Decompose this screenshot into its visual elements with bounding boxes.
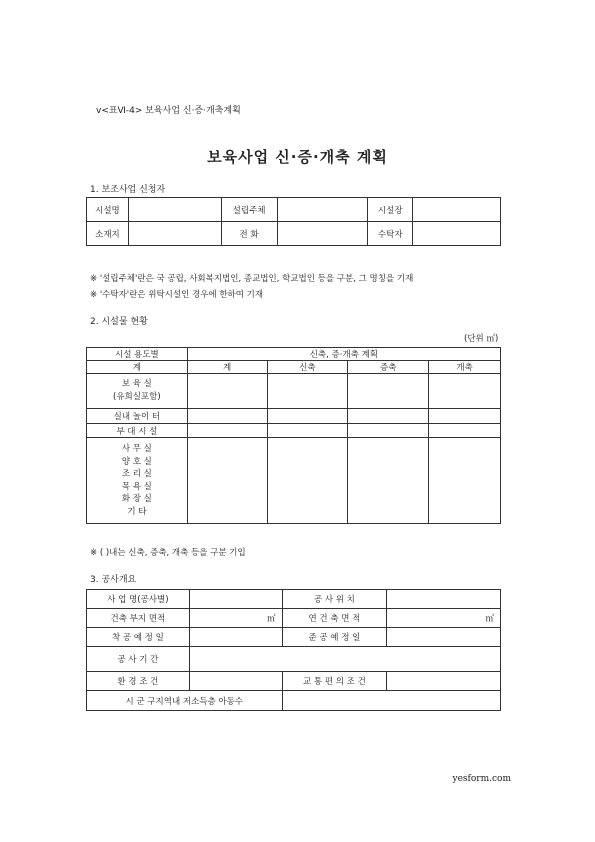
input-site-area[interactable]: ㎡ — [189, 609, 282, 628]
label-start-date: 착 공 예 정 일 — [87, 628, 190, 647]
cell-input[interactable] — [187, 409, 267, 424]
label-business-name: 사 업 명(공사별) — [87, 590, 190, 609]
row-nursery — [87, 374, 188, 409]
input-environment[interactable] — [189, 672, 282, 691]
input-phone[interactable] — [277, 222, 368, 246]
label-site-area: 건축 부지 면적 — [87, 609, 190, 628]
footer-watermark: yesform.com — [452, 774, 511, 784]
input-end-date[interactable] — [387, 628, 501, 647]
header-usage: 시설 용도별 — [87, 348, 188, 361]
cell-input[interactable] — [348, 374, 429, 409]
row-nursery-label: 보 육 실 — [121, 379, 152, 389]
label-address: 소재지 — [87, 222, 129, 246]
section2-heading: 2. 시설물 현황 — [90, 317, 148, 327]
label-environment: 환 경 조 건 — [87, 672, 190, 691]
cell-input[interactable] — [429, 374, 501, 409]
subheader-extension: 증축 — [348, 361, 429, 374]
header-plan: 신축, 증·개축 계획 — [187, 348, 500, 361]
cell-input[interactable] — [267, 374, 348, 409]
cell-input[interactable] — [267, 409, 348, 424]
room-bath: 목 욕 실 — [121, 481, 152, 492]
construction-table — [86, 589, 501, 711]
cell-input[interactable] — [429, 438, 501, 524]
label-traffic: 교 통 편 의 조 건 — [282, 672, 387, 691]
input-facility-name[interactable] — [128, 198, 221, 222]
label-end-date: 준 공 예 정 일 — [282, 628, 387, 647]
row-rooms — [87, 438, 188, 524]
cell-input[interactable] — [267, 424, 348, 438]
cell-input[interactable] — [187, 374, 267, 409]
label-children: 시 군 구지역내 저소득층 아동수 — [87, 691, 283, 711]
subheader-total-left: 계 — [87, 361, 188, 374]
input-floor-area[interactable]: ㎡ — [387, 609, 501, 628]
label-founder: 설립주체 — [221, 198, 277, 222]
room-infirmary: 양 호 실 — [121, 456, 152, 467]
cell-input[interactable] — [348, 424, 429, 438]
room-other: 기 타 — [127, 506, 147, 517]
input-period[interactable] — [189, 647, 500, 672]
subheader-new: 신축 — [267, 361, 348, 374]
applicant-table — [86, 197, 501, 246]
cell-input[interactable] — [267, 438, 348, 524]
section3-heading: 3. 공사개요 — [90, 575, 137, 585]
input-address[interactable] — [128, 222, 221, 246]
input-location[interactable] — [387, 590, 501, 609]
page-title: 보육사업 신·증·개축 계획 — [207, 148, 388, 166]
row-nursery-sub: (유희실포함) — [113, 392, 161, 402]
label-trustee: 수탁자 — [368, 222, 413, 246]
subheader-rebuild: 개축 — [429, 361, 501, 374]
row-auxiliary: 부 대 시 설 — [87, 424, 188, 438]
input-start-date[interactable] — [189, 628, 282, 647]
label-facility-name: 시설명 — [87, 198, 129, 222]
note-founder: ※ '설립주체'란은 국 공립, 사회복지법인, 종교법인, 학교법인 등을 구분, 그 명칭을 기재 — [90, 274, 414, 284]
facility-table — [86, 347, 501, 524]
room-kitchen: 조 리 실 — [121, 469, 152, 479]
row-playground: 실내 놀이 터 — [87, 409, 188, 424]
cell-input[interactable] — [348, 438, 429, 524]
input-founder[interactable] — [277, 198, 368, 222]
label-phone: 전 화 — [221, 222, 277, 246]
section1-heading: 1. 보조사업 신청자 — [90, 185, 166, 195]
subheader-total: 계 — [187, 361, 267, 374]
cell-input[interactable] — [429, 424, 501, 438]
cell-input[interactable] — [187, 424, 267, 438]
cell-input[interactable] — [429, 409, 501, 424]
input-director[interactable] — [413, 198, 501, 222]
note-construction-type: ※ ( )내는 신축, 증축, 개축 등을 구분 기입 — [90, 548, 246, 558]
input-business-name[interactable] — [189, 590, 282, 609]
label-floor-area: 연 건 축 면 적 — [282, 609, 387, 628]
cell-input[interactable] — [187, 438, 267, 524]
input-traffic[interactable] — [387, 672, 501, 691]
reference-label: v<표Ⅵ-4> 보육사업 신·증·개축계획 — [96, 106, 241, 116]
label-director: 시설장 — [368, 198, 413, 222]
label-period: 공 사 기 간 — [87, 647, 190, 672]
room-office: 사 무 실 — [121, 444, 152, 454]
note-trustee: ※ '수탁자'란은 위탁시설인 경우에 한하여 기재 — [90, 290, 264, 300]
input-trustee[interactable] — [413, 222, 501, 246]
input-children[interactable] — [282, 691, 500, 711]
label-location: 공 사 위 치 — [282, 590, 387, 609]
unit-label: (단위 ㎡) — [464, 334, 499, 344]
room-toilet: 화 장 실 — [121, 494, 152, 504]
cell-input[interactable] — [348, 409, 429, 424]
